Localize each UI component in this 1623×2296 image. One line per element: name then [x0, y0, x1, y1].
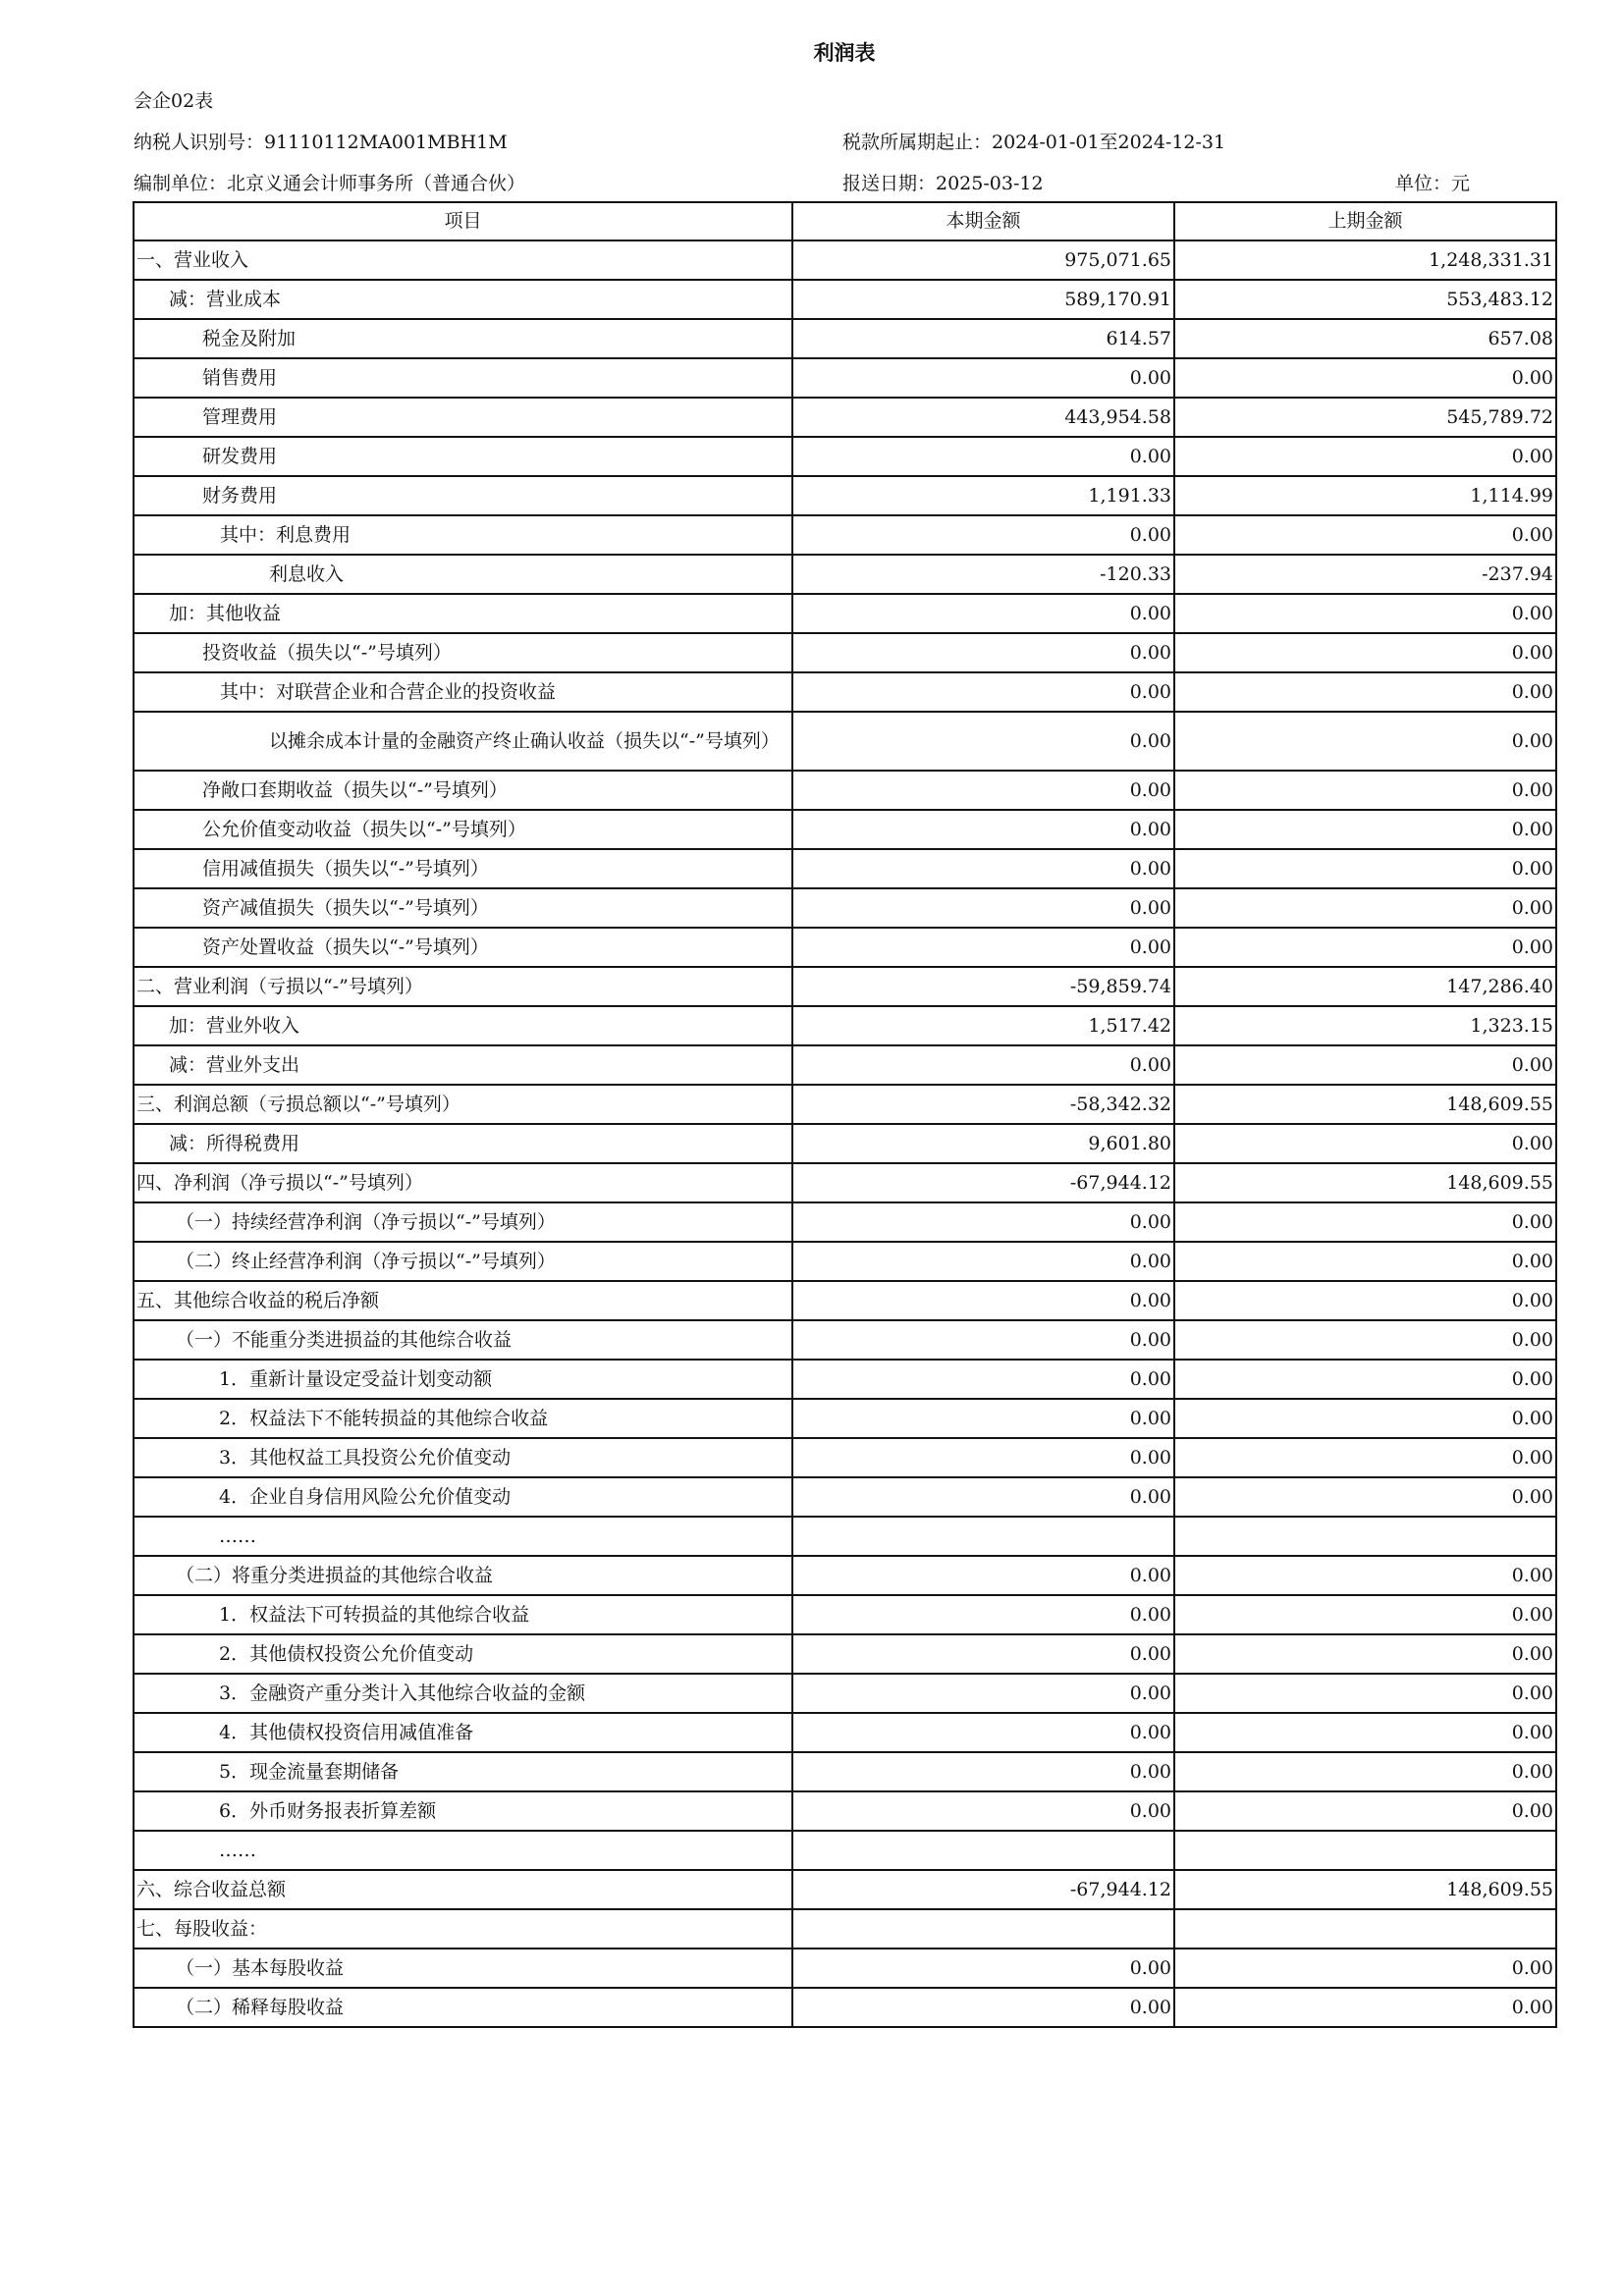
- row-label-cell: [134, 1674, 792, 1713]
- row-label: 七、每股收益：: [136, 1917, 268, 1940]
- row-label-cell: [134, 849, 792, 888]
- row-label-cell: [134, 358, 792, 398]
- table-row: [134, 1163, 1556, 1202]
- table-row: [134, 1517, 1556, 1556]
- current-amount: 0.00: [792, 928, 1174, 967]
- previous-amount: 0.00: [1174, 1438, 1556, 1477]
- table-row: [134, 1281, 1556, 1320]
- row-label: 净敞口套期收益（损失以“-”号填列）: [202, 778, 508, 801]
- row-label-cell: [134, 1045, 792, 1085]
- income-statement-table: [133, 201, 1557, 2028]
- row-label-cell: [134, 1517, 792, 1556]
- row-label: （二）将重分类进损益的其他综合收益: [176, 1564, 494, 1586]
- row-label: 资产减值损失（损失以“-”号填列）: [202, 896, 489, 919]
- row-label-cell: [134, 1988, 792, 2027]
- current-amount: 0.00: [792, 1595, 1174, 1634]
- previous-amount: 148,609.55: [1174, 1085, 1556, 1124]
- table-row: [134, 1085, 1556, 1124]
- row-label: 减：营业外支出: [169, 1053, 300, 1076]
- table-row: [134, 1399, 1556, 1438]
- row-label-cell: [134, 928, 792, 967]
- table-row: [134, 594, 1556, 633]
- row-label: 1．重新计量设定受益计划变动额: [219, 1367, 493, 1390]
- current-amount: 1,191.33: [792, 476, 1174, 515]
- previous-amount: 657.08: [1174, 319, 1556, 358]
- table-row: [134, 672, 1556, 712]
- row-label: 3．金融资产重分类计入其他综合收益的金额: [219, 1682, 586, 1704]
- table-row: [134, 555, 1556, 594]
- column-header-current: 本期金额: [792, 202, 1174, 240]
- table-row: [134, 1556, 1556, 1595]
- current-amount: 0.00: [792, 1791, 1174, 1831]
- table-row: [134, 1124, 1556, 1163]
- row-label: （一）基本每股收益: [176, 1956, 345, 1979]
- current-amount: [792, 1909, 1174, 1949]
- table-row: [134, 810, 1556, 849]
- tax-period: 税款所属期起止：2024-01-01至2024-12-31: [842, 132, 1226, 153]
- table-row: [134, 1674, 1556, 1713]
- table-row: [134, 928, 1556, 967]
- table-row: [134, 1360, 1556, 1399]
- row-label-cell: [134, 633, 792, 672]
- table-row: [134, 1634, 1556, 1674]
- table-row: [134, 476, 1556, 515]
- current-amount: [792, 1517, 1174, 1556]
- previous-amount: 1,114.99: [1174, 476, 1556, 515]
- previous-amount: 0.00: [1174, 712, 1556, 771]
- previous-amount: 0.00: [1174, 1556, 1556, 1595]
- table-row: [134, 1909, 1556, 1949]
- previous-amount: 545,789.72: [1174, 398, 1556, 437]
- table-row: [134, 712, 1556, 771]
- row-label-cell: [134, 1949, 792, 1988]
- table-row: [134, 1006, 1556, 1045]
- table-row: [134, 1831, 1556, 1870]
- row-label: 信用减值损失（损失以“-”号填列）: [202, 857, 489, 880]
- row-label-cell: [134, 712, 792, 771]
- current-amount: 0.00: [792, 1242, 1174, 1281]
- row-label: 以摊余成本计量的金融资产终止确认收益（损失以“-”号填列）: [269, 729, 780, 752]
- row-label: 六、综合收益总额: [136, 1878, 287, 1900]
- previous-amount: -237.94: [1174, 555, 1556, 594]
- row-label-cell: [134, 437, 792, 476]
- previous-amount: 0.00: [1174, 1791, 1556, 1831]
- previous-amount: 0.00: [1174, 672, 1556, 712]
- previous-amount: 148,609.55: [1174, 1870, 1556, 1909]
- row-label: 减：所得税费用: [169, 1132, 300, 1154]
- current-amount: 975,071.65: [792, 240, 1174, 280]
- previous-amount: 0.00: [1174, 1242, 1556, 1281]
- current-amount: 0.00: [792, 1752, 1174, 1791]
- form-code: 会企02表: [134, 90, 214, 112]
- row-label: 三、利润总额（亏损总额以“-”号填列）: [136, 1093, 460, 1115]
- table-row: [134, 1320, 1556, 1360]
- row-label-cell: [134, 1360, 792, 1399]
- table-row: [134, 1477, 1556, 1517]
- current-amount: 9,601.80: [792, 1124, 1174, 1163]
- previous-amount: 0.00: [1174, 358, 1556, 398]
- prepared-by: 编制单位：北京义通会计师事务所（普通合伙）: [134, 173, 526, 194]
- previous-amount: 0.00: [1174, 1360, 1556, 1399]
- current-amount: 0.00: [792, 1202, 1174, 1242]
- row-label: 四、净利润（净亏损以“-”号填列）: [136, 1171, 423, 1194]
- previous-amount: 0.00: [1174, 1399, 1556, 1438]
- current-amount: 0.00: [792, 1281, 1174, 1320]
- current-amount: 0.00: [792, 888, 1174, 928]
- previous-amount: 0.00: [1174, 1713, 1556, 1752]
- report-date: 报送日期：2025-03-12: [842, 173, 1044, 194]
- previous-amount: 0.00: [1174, 1124, 1556, 1163]
- table-row: [134, 1949, 1556, 1988]
- row-label: 五、其他综合收益的税后净额: [136, 1289, 380, 1311]
- row-label: 销售费用: [202, 366, 278, 389]
- table-row: [134, 1438, 1556, 1477]
- taxpayer-id: 纳税人识别号：91110112MA001MBH1M: [134, 132, 508, 153]
- row-label: 5．现金流量套期储备: [219, 1760, 400, 1783]
- row-label-cell: [134, 594, 792, 633]
- previous-amount: 0.00: [1174, 1949, 1556, 1988]
- row-label: 6．外币财务报表折算差额: [219, 1799, 437, 1822]
- table-row: [134, 888, 1556, 928]
- previous-amount: 0.00: [1174, 1281, 1556, 1320]
- previous-amount: 0.00: [1174, 771, 1556, 810]
- row-label-cell: [134, 398, 792, 437]
- row-label-cell: [134, 888, 792, 928]
- row-label-cell: [134, 771, 792, 810]
- row-label-cell: [134, 1791, 792, 1831]
- previous-amount: 0.00: [1174, 1045, 1556, 1085]
- row-label: 一、营业收入: [136, 248, 249, 271]
- previous-amount: 0.00: [1174, 1988, 1556, 2027]
- previous-amount: [1174, 1909, 1556, 1949]
- row-label: 资产处置收益（损失以“-”号填列）: [202, 935, 489, 958]
- previous-amount: 0.00: [1174, 1202, 1556, 1242]
- current-amount: 0.00: [792, 1674, 1174, 1713]
- row-label-cell: [134, 672, 792, 712]
- row-label-cell: [134, 1831, 792, 1870]
- table-row: [134, 1870, 1556, 1909]
- table-row: [134, 280, 1556, 319]
- current-amount: 0.00: [792, 810, 1174, 849]
- current-amount: 0.00: [792, 1438, 1174, 1477]
- row-label-cell: [134, 1477, 792, 1517]
- column-header-previous: 上期金额: [1174, 202, 1556, 240]
- row-label: （一）不能重分类进损益的其他综合收益: [176, 1328, 513, 1351]
- table-row: [134, 1752, 1556, 1791]
- current-amount: 0.00: [792, 437, 1174, 476]
- current-amount: 443,954.58: [792, 398, 1174, 437]
- row-label-cell: [134, 967, 792, 1006]
- row-label-cell: [134, 1202, 792, 1242]
- current-amount: 0.00: [792, 1556, 1174, 1595]
- current-amount: 0.00: [792, 712, 1174, 771]
- row-label: 4．其他债权投资信用减值准备: [219, 1721, 474, 1743]
- table-row: [134, 319, 1556, 358]
- row-label: （二）终止经营净利润（净亏损以“-”号填列）: [176, 1250, 556, 1272]
- previous-amount: 0.00: [1174, 1595, 1556, 1634]
- previous-amount: 0.00: [1174, 1674, 1556, 1713]
- current-amount: -67,944.12: [792, 1163, 1174, 1202]
- previous-amount: 0.00: [1174, 928, 1556, 967]
- table-row: [134, 1791, 1556, 1831]
- current-amount: 0.00: [792, 633, 1174, 672]
- row-label: 投资收益（损失以“-”号填列）: [202, 641, 452, 664]
- current-amount: 0.00: [792, 515, 1174, 555]
- table-header-row: [134, 202, 1556, 240]
- previous-amount: 0.00: [1174, 437, 1556, 476]
- row-label: 二、营业利润（亏损以“-”号填列）: [136, 975, 423, 997]
- row-label: 其中：对联营企业和合营企业的投资收益: [220, 680, 557, 703]
- row-label-cell: [134, 1320, 792, 1360]
- current-amount: 0.00: [792, 1320, 1174, 1360]
- page-title: 利润表: [813, 41, 876, 65]
- table-row: [134, 849, 1556, 888]
- row-label: ……: [219, 1524, 256, 1547]
- table-row: [134, 967, 1556, 1006]
- current-amount: 1,517.42: [792, 1006, 1174, 1045]
- row-label: 4．企业自身信用风险公允价值变动: [219, 1485, 512, 1508]
- previous-amount: 1,323.15: [1174, 1006, 1556, 1045]
- row-label: 1．权益法下可转损益的其他综合收益: [219, 1603, 530, 1626]
- current-amount: 0.00: [792, 1360, 1174, 1399]
- current-amount: 0.00: [792, 1634, 1174, 1674]
- current-amount: 0.00: [792, 358, 1174, 398]
- row-label-cell: [134, 1713, 792, 1752]
- table-row: [134, 358, 1556, 398]
- row-label: 减：营业成本: [169, 288, 282, 310]
- row-label-cell: [134, 810, 792, 849]
- previous-amount: 553,483.12: [1174, 280, 1556, 319]
- row-label-cell: [134, 1595, 792, 1634]
- row-label-cell: [134, 1399, 792, 1438]
- row-label-cell: [134, 476, 792, 515]
- previous-amount: 0.00: [1174, 810, 1556, 849]
- previous-amount: 0.00: [1174, 633, 1556, 672]
- row-label-cell: [134, 1006, 792, 1045]
- row-label-cell: [134, 1752, 792, 1791]
- current-amount: 0.00: [792, 594, 1174, 633]
- column-header-item: 项目: [134, 202, 792, 240]
- table-row: [134, 240, 1556, 280]
- previous-amount: [1174, 1517, 1556, 1556]
- previous-amount: 0.00: [1174, 888, 1556, 928]
- row-label-cell: [134, 319, 792, 358]
- current-amount: 0.00: [792, 1713, 1174, 1752]
- row-label: （二）稀释每股收益: [176, 1996, 345, 2018]
- row-label-cell: [134, 515, 792, 555]
- previous-amount: 0.00: [1174, 515, 1556, 555]
- current-amount: 0.00: [792, 849, 1174, 888]
- row-label-cell: [134, 1909, 792, 1949]
- table-row: [134, 771, 1556, 810]
- current-amount: [792, 1831, 1174, 1870]
- table-row: [134, 398, 1556, 437]
- row-label: 税金及附加: [202, 327, 297, 349]
- current-amount: 0.00: [792, 1988, 1174, 2027]
- row-label: （一）持续经营净利润（净亏损以“-”号填列）: [176, 1210, 556, 1233]
- row-label: 研发费用: [202, 445, 278, 467]
- row-label-cell: [134, 1281, 792, 1320]
- current-amount: 589,170.91: [792, 280, 1174, 319]
- row-label-cell: [134, 1438, 792, 1477]
- row-label-cell: [134, 1124, 792, 1163]
- previous-amount: 0.00: [1174, 1752, 1556, 1791]
- table-row: [134, 633, 1556, 672]
- current-amount: -120.33: [792, 555, 1174, 594]
- row-label: 加：营业外收入: [169, 1014, 300, 1037]
- current-amount: 0.00: [792, 1399, 1174, 1438]
- previous-amount: 147,286.40: [1174, 967, 1556, 1006]
- current-amount: -59,859.74: [792, 967, 1174, 1006]
- row-label: 利息收入: [269, 562, 345, 585]
- row-label: 3．其他权益工具投资公允价值变动: [219, 1446, 512, 1468]
- row-label-cell: [134, 1634, 792, 1674]
- row-label-cell: [134, 240, 792, 280]
- row-label: ……: [219, 1839, 256, 1861]
- table-row: [134, 1242, 1556, 1281]
- row-label-cell: [134, 1163, 792, 1202]
- row-label: 2．权益法下不能转损益的其他综合收益: [219, 1407, 549, 1429]
- table-row: [134, 515, 1556, 555]
- table-row: [134, 1595, 1556, 1634]
- previous-amount: [1174, 1831, 1556, 1870]
- table-row: [134, 1988, 1556, 2027]
- previous-amount: 0.00: [1174, 1320, 1556, 1360]
- row-label-cell: [134, 555, 792, 594]
- row-label: 2．其他债权投资公允价值变动: [219, 1642, 474, 1665]
- row-label: 管理费用: [202, 405, 278, 428]
- row-label-cell: [134, 1085, 792, 1124]
- row-label: 其中：利息费用: [220, 523, 352, 546]
- current-amount: -67,944.12: [792, 1870, 1174, 1909]
- previous-amount: 0.00: [1174, 1634, 1556, 1674]
- row-label-cell: [134, 1242, 792, 1281]
- current-amount: 0.00: [792, 1045, 1174, 1085]
- current-amount: 0.00: [792, 771, 1174, 810]
- table-row: [134, 1045, 1556, 1085]
- currency-unit: 单位：元: [1395, 173, 1471, 194]
- previous-amount: 0.00: [1174, 594, 1556, 633]
- row-label-cell: [134, 1556, 792, 1595]
- previous-amount: 1,248,331.31: [1174, 240, 1556, 280]
- table-row: [134, 437, 1556, 476]
- previous-amount: 148,609.55: [1174, 1163, 1556, 1202]
- current-amount: 0.00: [792, 672, 1174, 712]
- current-amount: 614.57: [792, 319, 1174, 358]
- previous-amount: 0.00: [1174, 1477, 1556, 1517]
- row-label-cell: [134, 280, 792, 319]
- row-label: 加：其他收益: [169, 602, 282, 624]
- current-amount: -58,342.32: [792, 1085, 1174, 1124]
- table-row: [134, 1713, 1556, 1752]
- previous-amount: 0.00: [1174, 849, 1556, 888]
- row-label: 财务费用: [202, 484, 278, 507]
- current-amount: 0.00: [792, 1949, 1174, 1988]
- row-label-cell: [134, 1870, 792, 1909]
- current-amount: 0.00: [792, 1477, 1174, 1517]
- row-label: 公允价值变动收益（损失以“-”号填列）: [202, 818, 526, 840]
- table-row: [134, 1202, 1556, 1242]
